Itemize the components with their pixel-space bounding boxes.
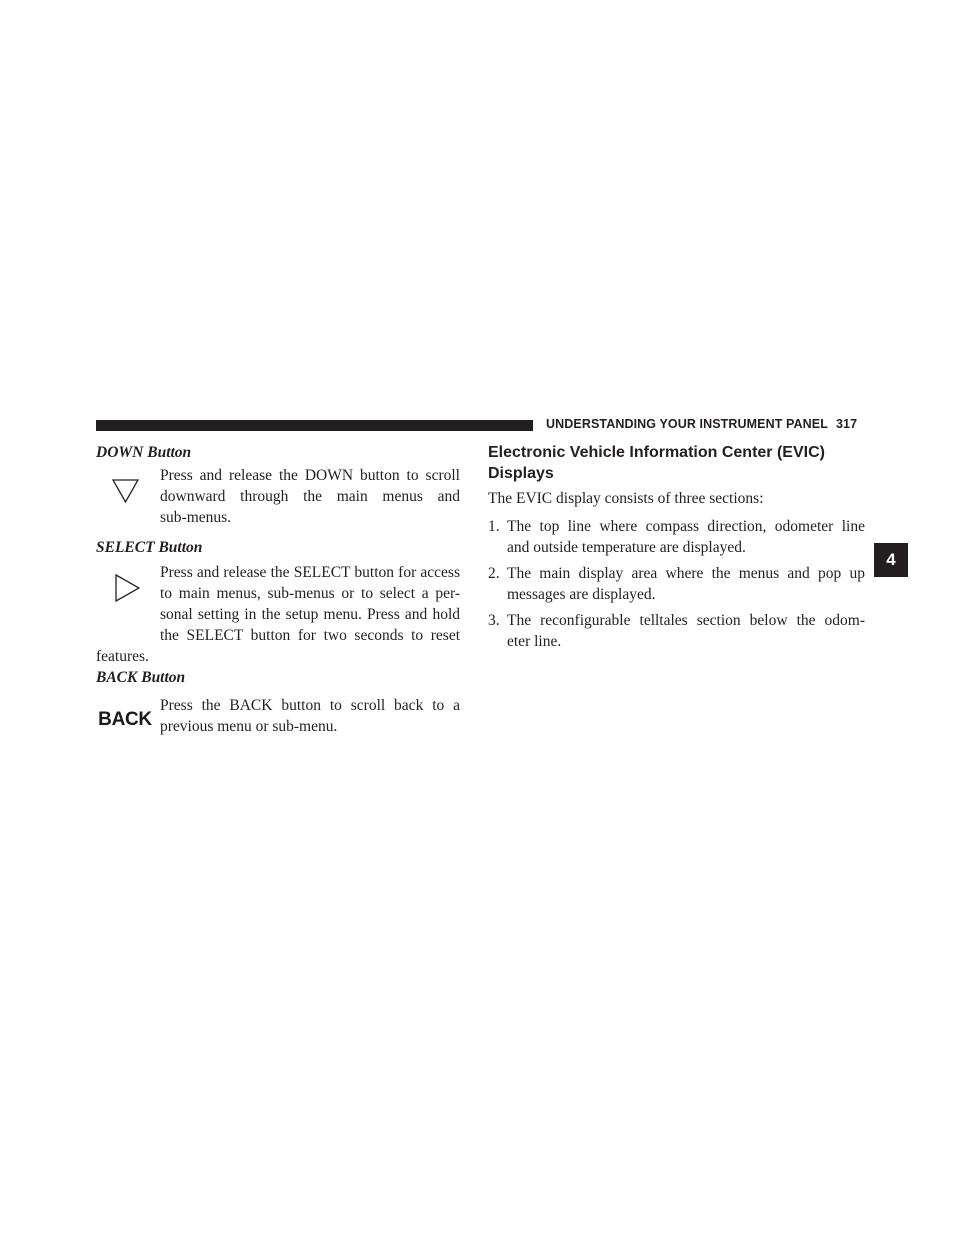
select-triangle-icon (115, 574, 140, 602)
back-icon-label: BACK (98, 709, 152, 730)
down-triangle-icon (112, 479, 139, 503)
header-rule (96, 420, 533, 431)
list-item: 1. The top line where compass direction, odometer line and outside temperature are displayed. (488, 518, 865, 556)
back-button-description: Press the BACK button to scroll back to a previous menu or sub-menu. (160, 697, 460, 735)
back-button-heading: BACK Button (96, 669, 186, 686)
select-button-description: Press and release the SELECT button for access to main menus, sub-menus or to select a per- sonal setting in the setup menu. Press and hold the SELECT button for two seconds to reset (160, 564, 460, 644)
list-item: 2. The main display area where the menus and pop up messages are displayed. (488, 565, 865, 603)
select-button-heading: SELECT Button (96, 539, 203, 556)
back-icon (98, 700, 152, 740)
page-number: 317 (835, 417, 858, 431)
evic-intro: The EVIC display consists of three sections: (488, 490, 764, 507)
running-header (546, 417, 857, 431)
header-title: UNDERSTANDING YOUR INSTRUMENT PANEL (546, 417, 828, 431)
chapter-tab: 4 (874, 543, 908, 577)
down-button-description: Press and release the DOWN button to scroll downward through the main menus and sub-menus. (160, 467, 460, 526)
evic-section-heading: Electronic Vehicle Information Center (EVIC) Displays (488, 444, 825, 482)
down-button-heading: DOWN Button (96, 444, 192, 461)
select-button-description-wrap: features. (96, 648, 149, 665)
list-item: 3. The reconfigurable telltales section below the odom- eter line. (488, 612, 865, 650)
